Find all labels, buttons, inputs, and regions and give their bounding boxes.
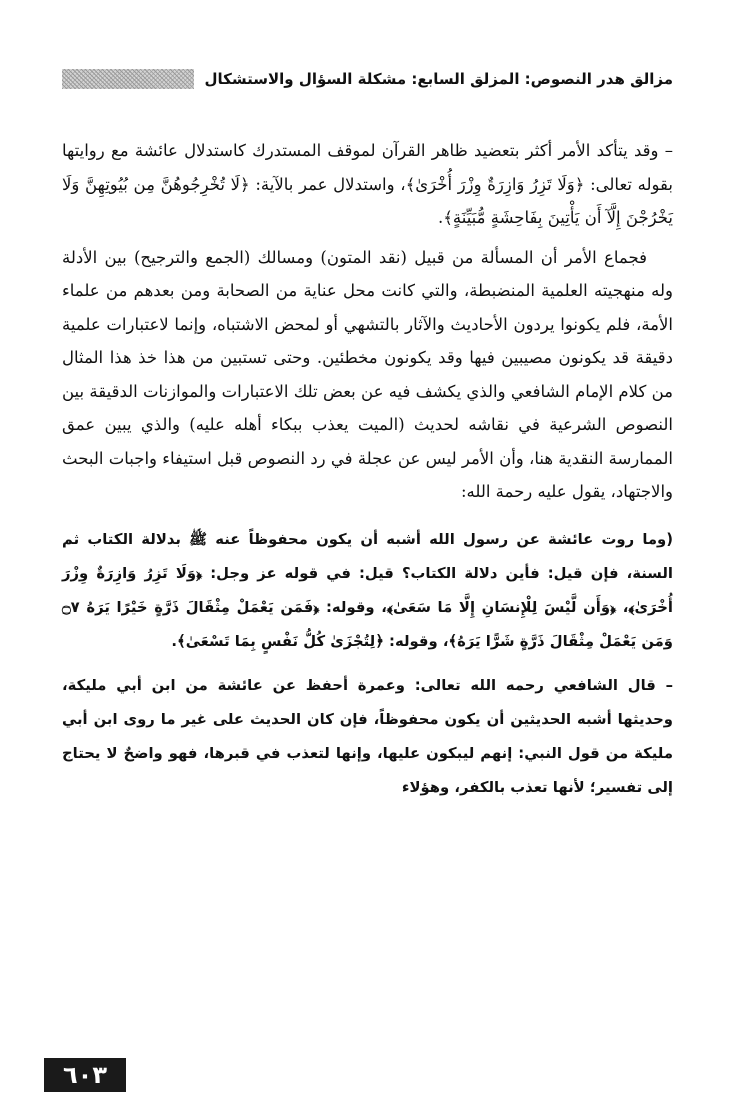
quote-block-2: – قال الشافعي رحمه الله تعالى: وعمرة أحفظ عن عائشة من ابن أبي مليكة، وحديثها أشبه الحديثين أن يكون محفوظاً، فإن كان الحديث على غير ما روى ابن أبي مليكة من قول النبي: إنهم ليبكون عليها، وإنها لتعذب في قبرها، فهو واضحٌ لا يحتاج إلى تفسير؛ لأنها تعذب بالكفر، وهؤلاء — [62, 676, 673, 796]
body-paragraph-1: – وقد يتأكد الأمر أكثر بتعضيد ظاهر القرآن لموقف المستدرك كاستدلال عائشة مع روايتها بقوله تعالى: ﴿وَلَا تَزِرُ وَازِرَةٌ وِزْرَ أُخْرَىٰ﴾، واستدلال عمر بالآية: ﴿لَا تُخْرِجُوهُنَّ مِن بُيُوتِهِنَّ وَلَا يَخْرُجْنَ إِلَّآ أَن يَأْتِينَ بِفَاحِشَةٍ مُّبَيِّنَةٍ﴾. — [62, 141, 673, 227]
section-gap — [62, 509, 673, 523]
body-paragraph-2: فجماع الأمر أن المسألة من قبيل (نقد المتون) ومسالك (الجمع والترجيح) بين الأدلة وله منهجيته العلمية المنضبطة، والتي كانت محل عناية من الصحابة ومن بعدهم من علماء الأمة، فلم يكونوا يردون الأحاديث والآثار بالتشهي أو لمحض الاشتباه، وإنما لاعتبارات علمية دقيقة قد يكونون مصيبين فيها وقد يكونون مخطئين. وحتى تستبين من هذا خذ هذا المثال من كلام الإمام الشافعي والذي يكشف فيه عن بعض تلك الاعتبارات والموازنات الدقيقة بين النصوص الشرعية في نقاشه لحديث (الميت يعذب ببكاء أهله عليه) والذي يبين عمق الممارسة النقدية هنا، وأن الأمر ليس عن عجلة في رد النصوص قبل استيفاء واجبات البحث والاجتهاد، يقول عليه رحمة الله: — [62, 247, 673, 501]
running-header — [62, 66, 673, 92]
page-number-badge: ٦٠٣ — [44, 1058, 126, 1092]
page-body — [62, 134, 673, 805]
quote-block-1: (وما روت عائشة عن رسول الله أشبه أن يكون محفوظاً عنه ﷺ بدلالة الكتاب ثم السنة، فإن قيل: فأين دلالة الكتاب؟ قيل: في قوله عز وجل: ﴿وَلَا تَزِرُ وَازِرَةٌ وِزْرَ أُخْرَىٰ﴾، ﴿وَأَن لَّيْسَ لِلْإِنسَانِ إِلَّا مَا سَعَىٰ﴾، وقوله: ﴿فَمَن يَعْمَلْ مِثْقَالَ ذَرَّةٍ خَيْرًا يَرَهُ ۝٧ وَمَن يَعْمَلْ مِثْقَالَ ذَرَّةٍ شَرًّا يَرَهُ﴾، وقوله: ﴿لِتُجْزَىٰ كُلُّ نَفْسٍ بِمَا تَسْعَىٰ﴾. — [62, 530, 673, 650]
header-decorative-bar — [62, 69, 194, 89]
running-header-title: مزالق هدر النصوص: المزلق السابع: مشكلة السؤال والاستشكال — [204, 70, 673, 88]
